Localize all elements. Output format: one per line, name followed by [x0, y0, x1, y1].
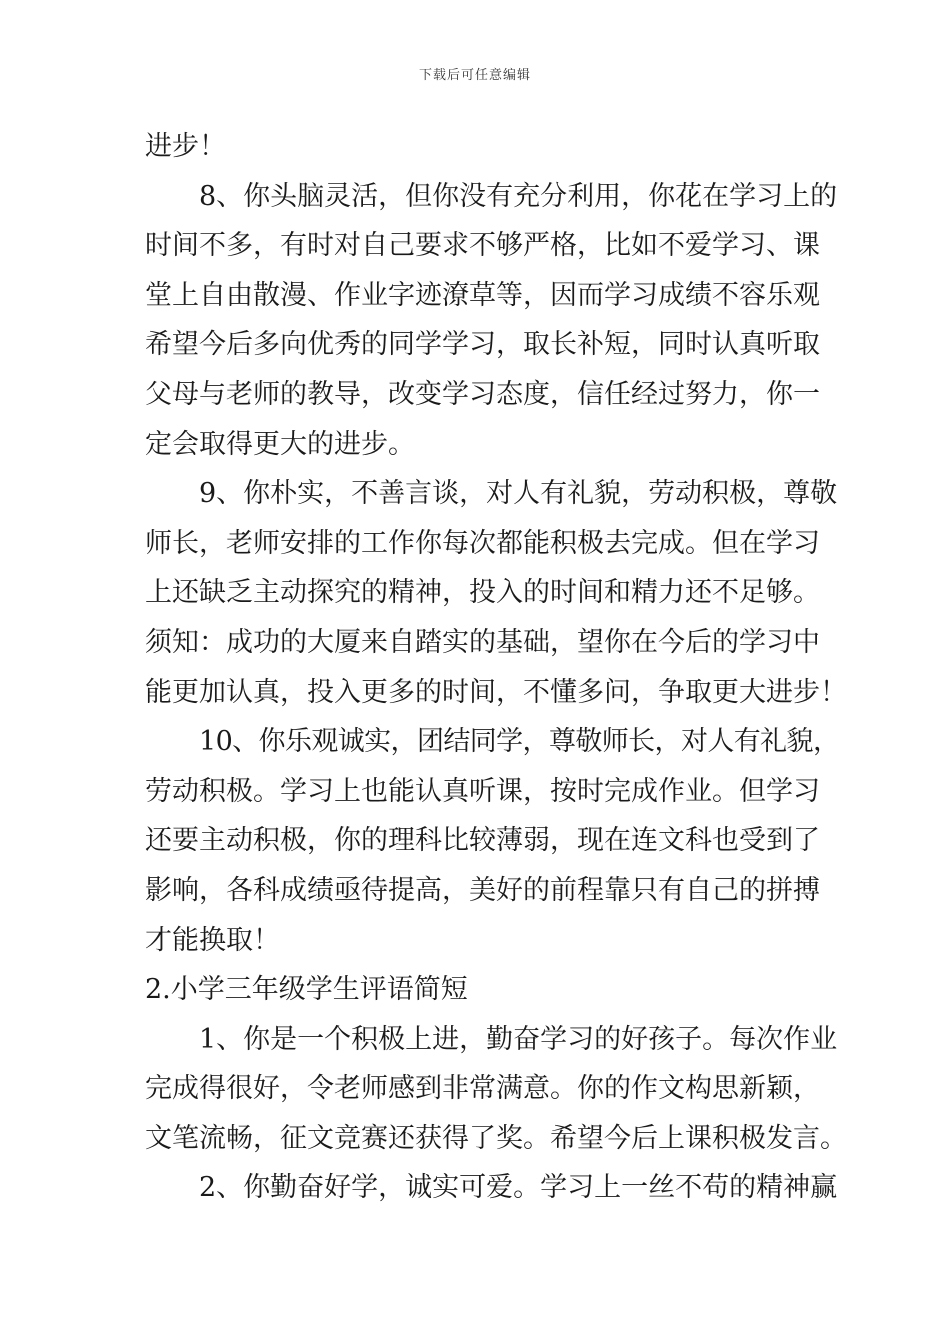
- paragraph-line: 文笔流畅，征文竞赛还获得了奖。希望今后上课积极发言。: [145, 1122, 847, 1154]
- paragraph-line: 上还缺乏主动探究的精神，投入的时间和精力还不足够。: [145, 577, 820, 609]
- paragraph-line: 师长，老师安排的工作你每次都能积极去完成。但在学习: [145, 527, 820, 559]
- paragraph-line: 父母与老师的教导，改变学习态度，信任经过努力，你一: [145, 378, 820, 410]
- paragraph-line: 能更加认真，投入更多的时间，不懂多问，争取更大进步！: [145, 676, 847, 708]
- section-heading: 2.小学三年级学生评语简短: [145, 974, 468, 1006]
- paragraph-line: 时间不多，有时对自己要求不够严格，比如不爱学习、课: [145, 230, 820, 262]
- document-body: [145, 122, 847, 1213]
- paragraph-line: 定会取得更大的进步。: [145, 428, 415, 460]
- paragraph-line: 还要主动积极，你的理科比较薄弱，现在连文科也受到了: [145, 825, 820, 857]
- paragraph-line: 1、你是一个积极上进，勤奋学习的好孩子。每次作业: [199, 1023, 838, 1055]
- paragraph-line: 才能换取！: [145, 924, 280, 956]
- paragraph-line: 希望今后多向优秀的同学学习，取长补短，同时认真听取: [145, 329, 820, 361]
- paragraph-line: 2、你勤奋好学，诚实可爱。学习上一丝不苟的精神赢: [199, 1172, 838, 1204]
- paragraph-line: 劳动积极。学习上也能认真听课，按时完成作业。但学习: [145, 775, 820, 807]
- paragraph-line: 进步！: [145, 131, 226, 162]
- paragraph-line: 影响，各科成绩亟待提高，美好的前程靠只有自己的拼搏: [145, 874, 820, 906]
- paragraph-line: 8、你头脑灵活，但你没有充分利用，你花在学习上的: [199, 180, 838, 212]
- paragraph-line: 9、你朴实，不善言谈，对人有礼貌，劳动积极，尊敬: [199, 478, 838, 510]
- page-header: 下载后可任意编辑: [418, 68, 531, 83]
- paragraph-line: 堂上自由散漫、作业字迹潦草等，因而学习成绩不容乐观: [145, 279, 820, 311]
- paragraph-line: 10、你乐观诚实，团结同学，尊敬师长，对人有礼貌，: [199, 726, 840, 758]
- paragraph-line: 完成得很好，令老师感到非常满意。你的作文构思新颖，: [145, 1073, 820, 1105]
- paragraph-line: 须知：成功的大厦来自踏实的基础，望你在今后的学习中: [145, 626, 820, 658]
